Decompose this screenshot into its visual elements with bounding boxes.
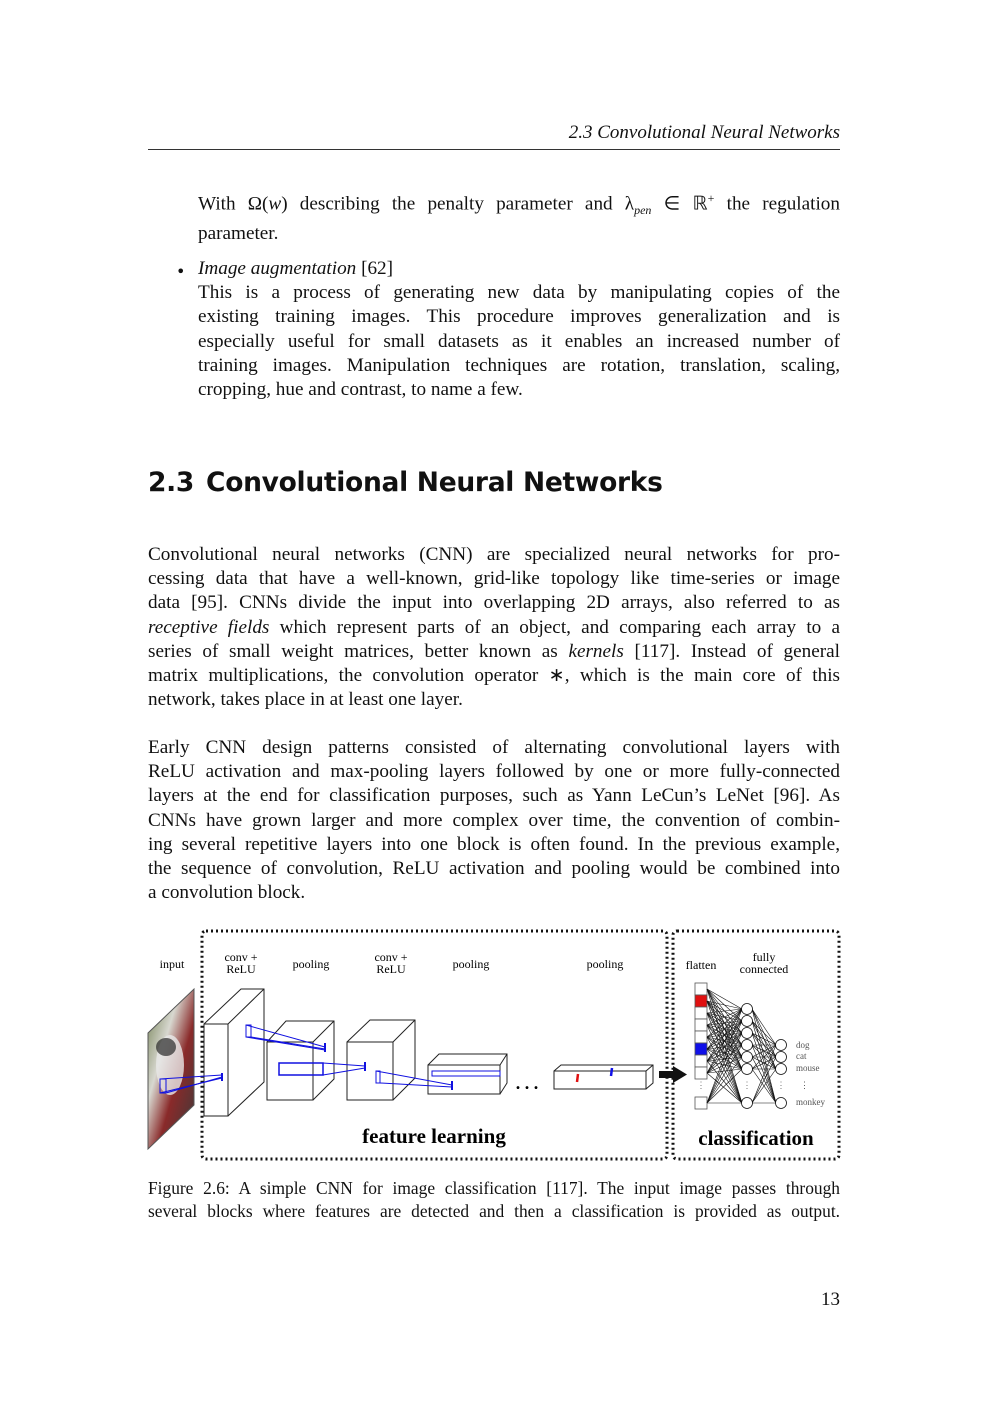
layer-ellipsis: . . . [515,1073,539,1093]
regularization-line-2: parameter. [198,223,279,245]
label-fc-line2: connected [739,962,789,976]
output-class-label: mouse [796,1063,820,1073]
output-class-label: ⋮ [800,1080,809,1090]
output-neuron [776,1098,787,1109]
conv2-feature-map [347,1020,415,1100]
hidden-neuron [742,1098,753,1109]
image-augmentation-item [198,257,840,402]
pool3-feature-map [554,1065,653,1089]
bullet-title-line [198,257,840,281]
paragraph-line: receptive fields which represent parts of an object, and comparing each array to a [148,616,840,638]
paragraph-line: the sequence of convolution, ReLU activation and pooling would be combined into [148,858,840,880]
label-conv2-line1: conv + [374,950,408,964]
hidden-neuron [742,1064,753,1075]
output-neuron [776,1040,787,1051]
paragraph-line: ing several repetitive layers into one block is often found. In the previous example, [148,833,840,855]
vertical-ellipsis: ⋮ [742,1080,752,1090]
feature-learning-label: feature learning [362,1124,506,1148]
connection [752,1009,776,1103]
flatten-cell [695,1067,707,1079]
bullet-body-line: training images. Manipulation techniques are rotation, translation, scaling, [198,354,840,376]
label-conv1-line2: ReLU [226,962,256,976]
regularization-paragraph [198,186,840,247]
output-class-label: cat [796,1051,807,1061]
paragraph-line: a convolution block. [148,882,306,904]
cnn-diagram [140,925,850,1170]
output-class-label: dog [796,1040,810,1050]
running-header: 2.3 Convolutional Neural Networks [568,122,840,143]
input-image [148,989,194,1149]
flatten-arrow [659,1066,687,1083]
paragraph-line: data [95]. CNNs divide the input into overlapping 2D arrays, also referred to as [148,592,840,614]
pool2-feature-map [428,1054,507,1094]
cnn-figure [140,925,850,1170]
section-number: 2.3 [148,467,195,498]
label-fc-line1: fully [752,950,776,964]
output-neuron [776,1052,787,1063]
hidden-neuron [742,1028,753,1039]
hidden-neuron [742,1052,753,1063]
vertical-ellipsis: ⋮ [776,1080,786,1090]
classification-label: classification [698,1126,814,1150]
flatten-cell [695,1019,707,1031]
hidden-neuron [742,1040,753,1051]
section-title: Convolutional Neural Networks [206,467,663,498]
flatten-cell [695,1043,707,1055]
label-flatten: flatten [685,958,717,972]
pool1-feature-map [267,1021,334,1100]
bullet-title: Image augmentation [198,258,357,279]
bullet-body-line: cropping, hue and contrast, to name a few. [198,379,523,401]
hidden-neuron [742,1016,753,1027]
paragraph-line: layers at the end for classification purposes, such as Yann LeCun’s LeNet [96]. As [148,785,840,807]
paragraph-line: network, takes place in at least one layer. [148,689,463,711]
caption-line: Figure 2.6: A simple CNN for image classification [117]. The input image passes through [148,1178,840,1198]
conv1-feature-map [204,989,264,1116]
cnn-design-paragraph [148,736,840,905]
paragraph-line: matrix multiplications, the convolution operator ∗, which is the main core of this [148,665,840,687]
flatten-cell [695,1097,707,1109]
label-pool3: pooling [586,957,624,971]
fully-connected-network [697,989,787,1109]
regularization-line-1: With Ω(w) describing the penalty parameter and $\lambda_{pen}$ ∈ ℝ+ the regulation [198,191,840,218]
label-conv2-line2: ReLU [376,962,406,976]
paragraph-line: Early CNN design patterns consisted of alternating convolutional layers with [148,737,840,758]
header-rule [148,149,840,150]
flatten-cell [695,983,707,995]
term-kernels: kernels [568,640,624,662]
paragraph-line: CNNs have grown larger and more complex over time, the convention of combin- [148,809,840,831]
paragraph-line: ReLU activation and max-pooling layers followed by one or more fully-connected [148,761,840,783]
bullet-body-line: This is a process of generating new data by manipulating copies of the [198,282,840,304]
label-pool1: pooling [292,957,330,971]
section-heading [148,467,663,498]
caption-line: several blocks where features are detected and then a classification is provided as output. [148,1201,840,1221]
page-number: 13 [821,1289,840,1310]
vertical-ellipsis: ⋮ [696,1080,706,1090]
label-pool2: pooling [452,957,490,971]
bullet-marker: • [176,262,186,281]
hidden-neuron [742,1004,753,1015]
flatten-cell [695,1031,707,1043]
paragraph-line: Convolutional neural networks (CNN) are specialized neural networks for pro- [148,544,840,565]
paragraph-line: cessing data that have a well-known, grid-like topology like time-series or image [148,568,840,590]
figure-caption [148,1177,840,1223]
term-receptive-fields: receptive fields [148,616,270,638]
bullet-body-line: especially useful for small datasets as it enables an increased number of [198,330,840,352]
flatten-cell [695,1055,707,1067]
paragraph-line: series of small weight matrices, better known as kernels [117]. Instead of general [148,640,840,662]
cnn-intro-paragraph [148,543,840,712]
flatten-cell [695,995,707,1007]
label-input: input [159,957,185,971]
output-class-label: monkey [796,1097,825,1107]
pool3-activation-marks [577,1068,612,1082]
output-neuron [776,1064,787,1075]
label-conv1-line1: conv + [224,950,258,964]
bullet-body-line: existing training images. This procedure improves generalization and is [198,306,840,328]
bullet-citation: [62] [356,258,394,279]
flatten-vector [695,983,707,1109]
flatten-cell [695,1007,707,1019]
